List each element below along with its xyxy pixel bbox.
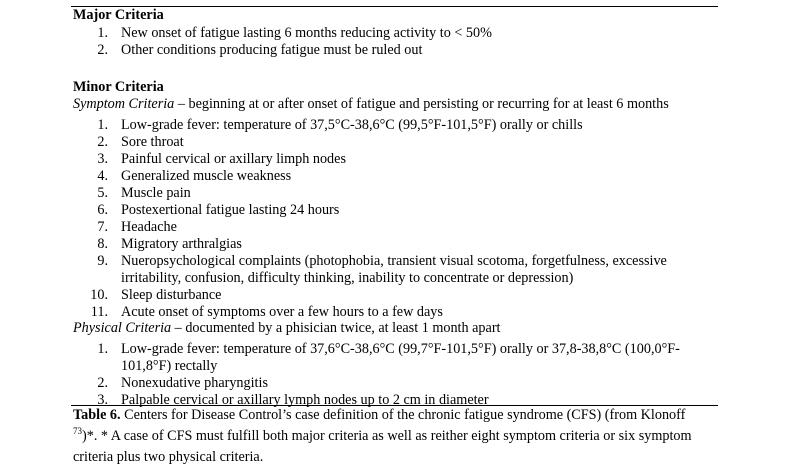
- major-item-number: 1.: [97, 25, 108, 41]
- symptom-item-text: Migratory arthralgias: [121, 236, 242, 252]
- major-item-number: 2.: [97, 42, 108, 58]
- symptom-criteria-title: Symptom Criteria: [73, 96, 175, 112]
- physical-item-text-continued: 101,8°F) rectally: [121, 358, 218, 374]
- symptom-item-number: 3.: [97, 151, 108, 167]
- symptom-item-text: Nueropsychological complaints (photophobia, transient visual scotoma, forgetfulness, excessive: [121, 253, 667, 269]
- symptom-item-number: 2.: [97, 134, 108, 150]
- physical-item-text: Palpable cervical or axillary lymph nodes up to 2 cm in diameter: [121, 392, 489, 408]
- symptom-item-text: Muscle pain: [121, 185, 191, 201]
- symptom-criteria-line: [73, 96, 669, 113]
- symptom-item-text: Painful cervical or axillary limph nodes: [121, 151, 346, 167]
- symptom-item-text: Low-grade fever: temperature of 37,5°C-38,6°C (99,5°F-101,5°F) orally or chills: [121, 117, 583, 133]
- symptom-item-number: 4.: [97, 168, 108, 184]
- symptom-item-number: 10.: [90, 287, 108, 303]
- physical-item-number: 1.: [97, 341, 108, 357]
- major-item-text: Other conditions producing fatigue must be ruled out: [121, 42, 423, 58]
- table-caption: [73, 405, 723, 468]
- symptom-item-text-continued: irritability, confusion, difficulty thinking, inability to concentrate or depression): [121, 270, 574, 286]
- symptom-item-number: 1.: [97, 117, 108, 133]
- caption-text: Centers for Disease Control’s case definition of the chronic fatigue syndrome (CFS) (from Klonoff: [120, 407, 686, 423]
- symptom-item-number: 7.: [97, 219, 108, 235]
- caption-reference: 73: [73, 426, 82, 436]
- physical-item-number: 2.: [97, 375, 108, 391]
- physical-item-number: 3.: [97, 392, 108, 408]
- physical-criteria-description: – documented by a phisician twice, at least 1 month apart: [171, 320, 501, 336]
- physical-item-text: Low-grade fever: temperature of 37,6°C-38,6°C (99,7°F-101,5°F) orally or 37,8-38,8°C (100,0°F-: [121, 341, 680, 357]
- symptom-item-text: Acute onset of symptoms over a few hours to a few days: [121, 304, 443, 320]
- symptom-item-text: Sore throat: [121, 134, 184, 150]
- symptom-item-text: Sleep disturbance: [121, 287, 222, 303]
- symptom-item-number: 5.: [97, 185, 108, 201]
- physical-criteria-title: Physical Criteria: [73, 320, 172, 336]
- caption-text-continued: )*. * A case of CFS must fulfill both major criteria as well as reither eight symptom criteria or six symptom criteria plus two physical criteria.: [73, 428, 692, 465]
- minor-criteria-heading: Minor Criteria: [73, 79, 164, 95]
- physical-item-text: Nonexudative pharyngitis: [121, 375, 268, 391]
- symptom-item-number: 11.: [90, 304, 108, 320]
- caption-label: Table 6.: [73, 407, 121, 423]
- symptom-criteria-description: – beginning at or after onset of fatigue and persisting or recurring for at least 6 months: [174, 96, 669, 112]
- symptom-item-number: 6.: [97, 202, 108, 218]
- symptom-item-number: 9.: [97, 253, 108, 269]
- symptom-item-text: Postexertional fatigue lasting 24 hours: [121, 202, 340, 218]
- major-item-text: New onset of fatigue lasting 6 months reducing activity to < 50%: [121, 25, 492, 41]
- symptom-item-text: Generalized muscle weakness: [121, 168, 292, 184]
- physical-criteria-line: [73, 320, 501, 337]
- symptom-item-number: 8.: [97, 236, 108, 252]
- symptom-item-text: Headache: [121, 219, 177, 235]
- major-criteria-heading: Major Criteria: [73, 7, 164, 23]
- table-top-rule: [71, 6, 718, 7]
